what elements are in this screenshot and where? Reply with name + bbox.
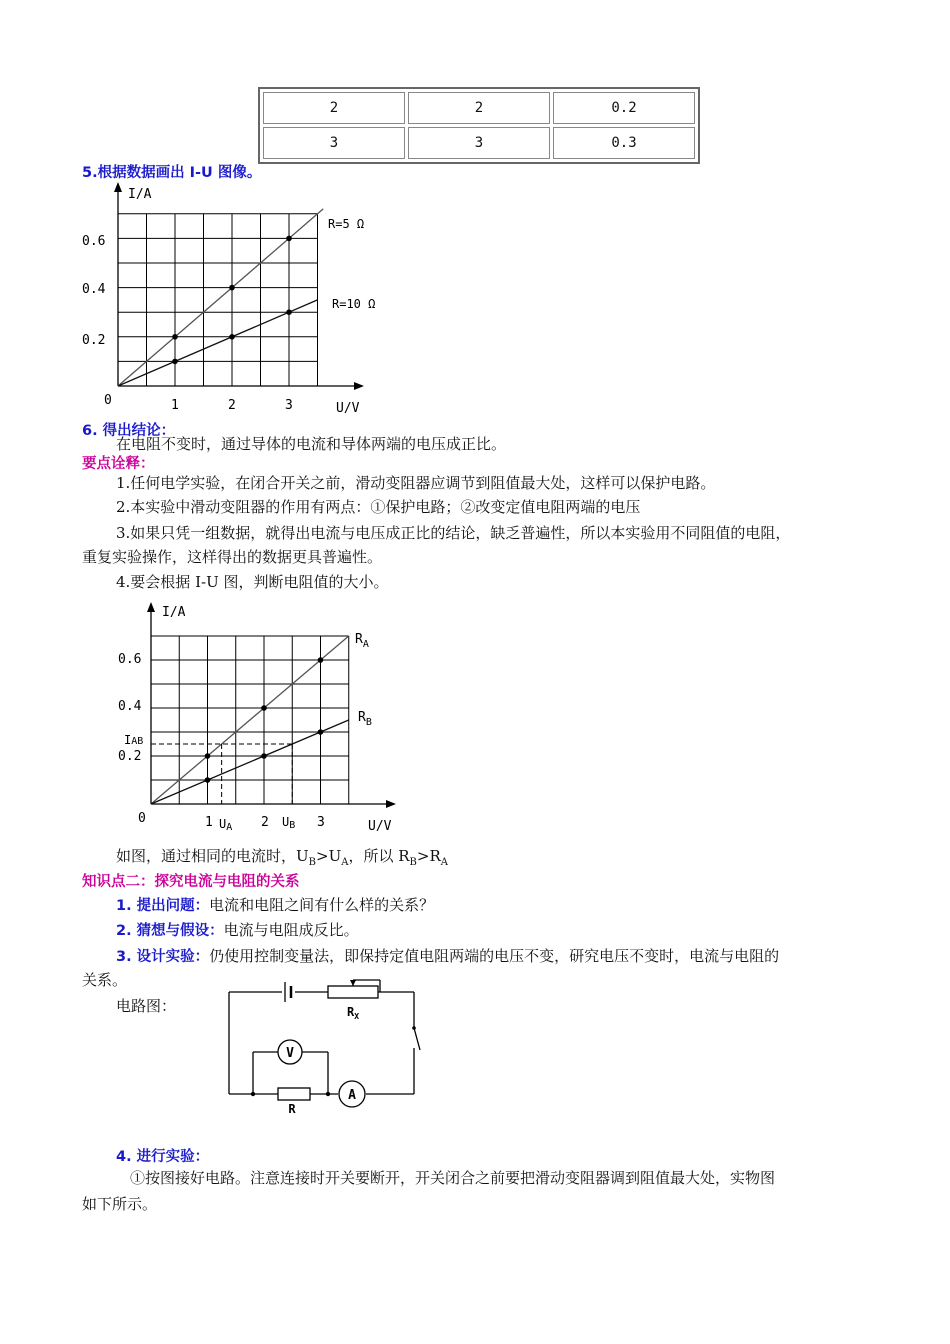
- switch-icon: [414, 1028, 420, 1050]
- step6-text: 在电阻不变时，通过导体的电流和导体两端的电压成正比。: [116, 435, 507, 453]
- hypothesis-label: 2. 猜想与假设：: [116, 923, 224, 939]
- circuit-diagram: [220, 976, 430, 1116]
- data-point: [229, 334, 235, 340]
- design-line: [116, 944, 779, 969]
- iu-chart-1: [80, 178, 400, 418]
- junction-dot: [251, 1092, 255, 1096]
- keypoint-2: 2.本实验中滑动变阻器的作用有两点：①保护电路；②改变定值电阻两端的电压: [116, 498, 641, 516]
- origin-label: 0: [138, 811, 146, 826]
- design-text: 仍使用控制变量法，即保持定值电阻两端的电压不变，研究电压不变时，电流与电阻的: [209, 947, 780, 965]
- table-cell: 3: [263, 127, 405, 159]
- x-tick-label: 3: [317, 815, 325, 830]
- x-axis-arrow: [386, 800, 396, 808]
- ammeter-label: A: [348, 1088, 356, 1103]
- data-point: [261, 705, 267, 711]
- y-axis-label: I/A: [162, 605, 186, 620]
- y-tick-label: 0.4: [82, 282, 106, 297]
- question-text: 电流和电阻之间有什么样的关系？: [209, 896, 435, 914]
- data-point: [229, 285, 235, 291]
- y-axis-arrow: [114, 182, 122, 192]
- line-label-r10: R=10 Ω: [332, 297, 376, 311]
- caption-sub: A: [440, 857, 448, 868]
- y-tick-label: 0.6: [118, 652, 142, 667]
- step4-text: ①按图接好电路。注意连接时开关要断开，开关闭合之前要把滑动变阻器调到阻值最大处，实物图: [130, 1169, 776, 1187]
- data-point: [318, 729, 324, 735]
- table-row: [263, 127, 695, 159]
- caption-text: ，所以 R: [348, 847, 410, 865]
- resistor-icon: [278, 1088, 310, 1100]
- hypothesis-text: 电流与电阻成反比。: [223, 921, 359, 939]
- voltmeter-label: V: [286, 1046, 294, 1061]
- rheostat-icon: [328, 986, 378, 998]
- rheostat-label: $R_X$: [347, 1005, 360, 1021]
- keypoint-3: 3.如果只凭一组数据，就得出电流与电压成正比的结论，缺乏普遍性，所以本实验用不同阻值的电阻，: [116, 524, 791, 542]
- caption-sub: A: [341, 857, 349, 868]
- table-cell: 2: [408, 92, 550, 124]
- design-text-cont: 关系。: [82, 971, 128, 989]
- y-tick-label: 0.2: [82, 333, 106, 348]
- data-point: [286, 236, 292, 242]
- circuit-label: 电路图：: [116, 997, 177, 1015]
- step5-heading: 5.根据数据画出 I-U 图像。: [82, 165, 262, 181]
- keypoint-3-cont: 重复实验操作，这样得出的数据更具普遍性。: [82, 548, 383, 566]
- ua-label: UA: [219, 817, 233, 833]
- hypothesis-line: [116, 918, 359, 943]
- caption-sub: B: [308, 857, 317, 868]
- switch-contact: [412, 1026, 416, 1030]
- x-axis-label: U/V: [368, 819, 392, 834]
- iab-label: IAB: [124, 733, 144, 747]
- table-cell: 3: [408, 127, 550, 159]
- data-point: [172, 334, 178, 340]
- table-cell: 0.3: [553, 127, 695, 159]
- line-label-r5: R=5 Ω: [328, 217, 365, 231]
- x-tick-label: 3: [285, 398, 293, 413]
- y-tick-label: 0.2: [118, 749, 142, 764]
- table-cell: 2: [263, 92, 405, 124]
- keypoints-heading: 要点诠释：: [82, 456, 155, 472]
- x-tick-label: 2: [261, 815, 269, 830]
- rheostat-arrow-icon: [350, 980, 356, 986]
- caption-text: >R: [416, 847, 441, 865]
- x-tick-label: 1: [171, 398, 179, 413]
- design-label: 3. 设计实验：: [116, 949, 210, 965]
- series-line: [118, 209, 323, 386]
- data-point: [286, 309, 292, 315]
- table-row: [263, 92, 695, 124]
- junction-dot: [326, 1092, 330, 1096]
- question-label: 1. 提出问题：: [116, 898, 210, 914]
- caption-text: 如图，通过相同的电流时，U: [116, 847, 309, 865]
- origin-label: 0: [104, 393, 112, 408]
- data-point: [261, 753, 267, 759]
- line-label-ra: $R_A$: [355, 632, 369, 650]
- x-axis-arrow: [354, 382, 364, 390]
- x-tick-label: 1: [205, 815, 213, 830]
- data-point: [205, 777, 211, 783]
- data-point: [205, 753, 211, 759]
- line-label-rb: $R_B$: [358, 710, 372, 728]
- data-point: [318, 657, 324, 663]
- resistor-label: R: [288, 1102, 296, 1116]
- caption-text: >U: [316, 847, 342, 865]
- caption-sub: B: [409, 857, 417, 868]
- ub-label: UB: [282, 815, 296, 831]
- y-axis-label: I/A: [128, 187, 152, 202]
- data-table: [258, 87, 700, 164]
- step4-heading: 4. 进行实验：: [116, 1149, 210, 1165]
- question-line: [116, 893, 434, 918]
- keypoint-4: 4.要会根据 I-U 图，判断电阻值的大小。: [116, 573, 389, 591]
- iu-chart-2: [110, 598, 410, 838]
- x-tick-label: 2: [228, 398, 236, 413]
- y-tick-label: 0.6: [82, 234, 106, 249]
- y-axis-arrow: [147, 602, 155, 612]
- step4-text-cont: 如下所示。: [82, 1195, 158, 1213]
- table-cell: 0.2: [553, 92, 695, 124]
- x-axis-label: U/V: [336, 401, 360, 416]
- step6-heading: 6. 得出结论：: [82, 423, 176, 439]
- keypoint-1: 1.任何电学实验，在闭合开关之前，滑动变阻器应调节到阻值最大处，这样可以保护电路。: [116, 474, 716, 492]
- data-point: [172, 359, 178, 365]
- section2-heading: 知识点二：探究电流与电阻的关系: [82, 874, 300, 890]
- y-tick-label: 0.4: [118, 699, 142, 714]
